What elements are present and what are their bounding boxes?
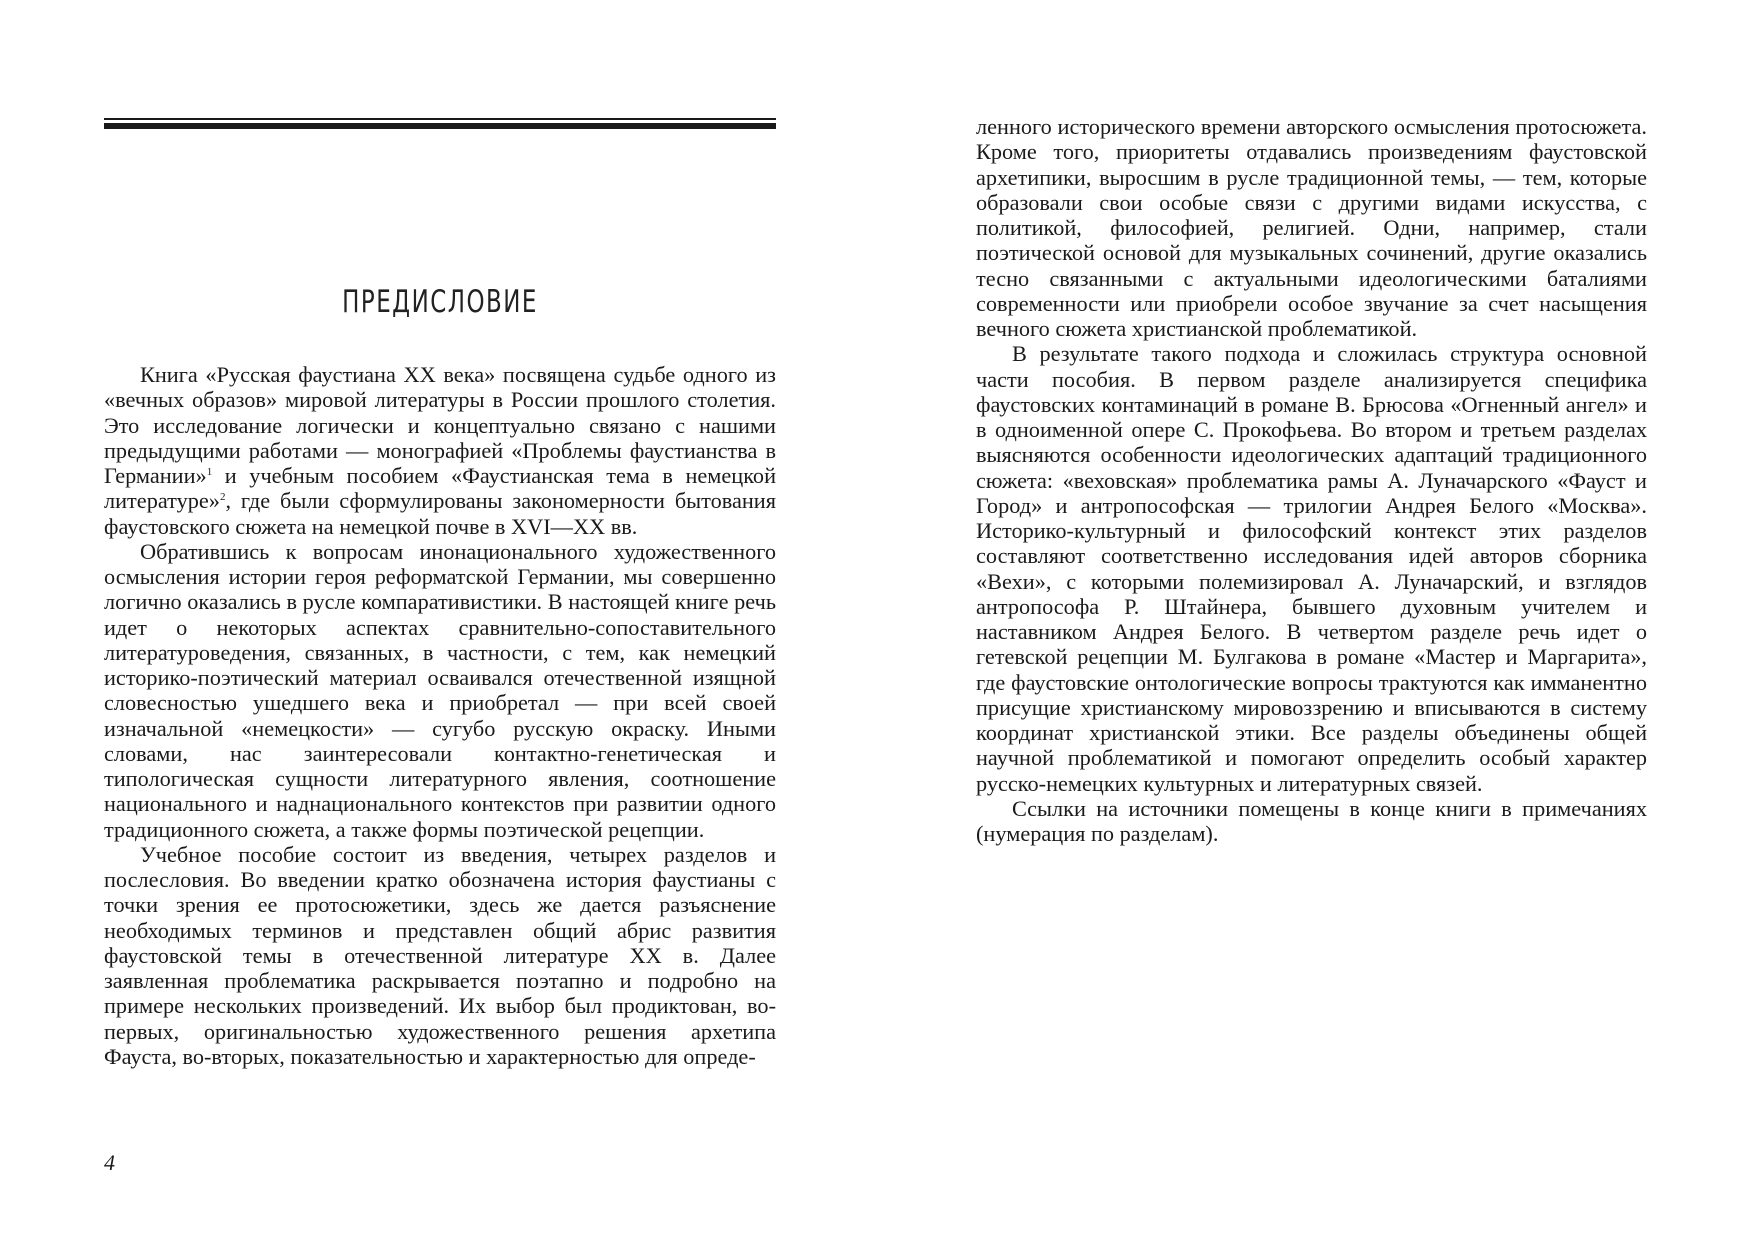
paragraph-text: , где были сформулированы закономерности бытования фаустовского сюжета на немецкой почве в XVI—XX вв. <box>104 488 776 539</box>
footnote-marker: 2 <box>219 491 226 504</box>
left-page <box>0 0 877 1240</box>
paragraph: Обратившись к вопросам инонационального художественного осмысления истории героя реформатской Германии, мы совершенно логично оказались в русле компаративистики. В настоящей книге речь идет о некоторых аспектах сравнительно-сопоставительного литературоведения, связанных, в частности, с тем, как немецкий историко-поэтический материал осваивался отечественной изящной словесностью ушедшего века и приобретал — при всей своей изначальной «немецкости» — сугубо русскую окраску. Иными словами, нас заинтересовали контактно-генетическая и типологическая сущности литературного явления, соотношение национального и наднационального контекстов при развитии одного традиционного сюжета, а также формы поэтической рецепции. <box>104 538 776 842</box>
paragraph: Учебное пособие состоит из введения, четырех разделов и послесловия. Во введении кратко обозначена история фаустианы с точки зрения ее протосюжетики, здесь же дается разъяснение необходимых терминов и представлен общий абрис развития фаустовской темы в отечественной литературе XX в. Далее заявленная проблематика раскрывается поэтапно и подробно на примере нескольких произведений. Их выбор был продиктован, во-первых, оригинальностью художественного решения архетипа Фауста, во-вторых, показательностью и характерностью для опреде- <box>104 841 776 1069</box>
paragraph: В результате такого подхода и сложилась структура основной части пособия. В первом разделе анализируется специфика фаустовских контаминаций в романе В. Брюсова «Огненный ангел» и в одноименной опере С. Прокофьева. Во втором и третьем разделах выясняются особенности идеологических адаптаций традиционного сюжета: «веховская» проблематика рамы А. Луначарского «Фауст и Город» и антропософская — трилогии Андрея Белого «Москва». Историко-культурный и философский контекст этих разделов составляют соответственно исследования идей авторов сборника «Вехи», с которыми полемизировал А. Луначарский, и взглядов антропософа Р. Штайнера, бывшего духовным учителем и наставником Андрея Белого. В четвертом разделе речь идет о гетевской рецепции М. Булгакова в романе «Мастер и Маргарита», где фаустовские онтологические вопросы трактуются как имманентно присущие христианскому мировоззрению и вписываются в систему координат христианской этики. Все разделы объединены общей научной проблематикой и помогают определить особый характер русско-немецких культурных и литературных связей. <box>976 341 1647 796</box>
paragraph-text: и учебным пособием «Фаустианская тема в немецкой литературе» <box>104 463 776 514</box>
paragraph: Ссылки на источники помещены в конце книги в примечаниях (нумерация по разделам). <box>976 795 1647 846</box>
paragraph <box>104 362 776 539</box>
paragraph-text: Книга «Русская фаустиана XX века» посвящена судьбе одного из «вечных образов» мировой литературы в России прошлого столетия. Это исследование логически и концептуально связано с нашими предыдущими работами — монографией «Проблемы фаустианства в Германии» <box>104 362 776 488</box>
left-body-text <box>104 362 776 1069</box>
paragraph-continuation: ленного исторического времени авторского осмысления протосюжета. Кроме того, приоритеты отдавались произведениям фаустовской архетипики, выросшим в русле традиционной темы, — тем, которые образовали свои особые связи с другими видами искусства, с политикой, философией, религией. Одни, например, стали поэтической основой для музыкальных сочинений, другие оказались тесно связанными с актуальными идеологическими баталиями современности или приобрели особое звучание за счет насыщения вечного сюжета христианской проблематикой. <box>976 114 1647 341</box>
chapter-title: ПРЕДИСЛОВИЕ <box>342 284 538 320</box>
header-rule-thin <box>104 118 776 120</box>
header-rule-thick <box>104 123 776 129</box>
page-number: 4 <box>104 1150 115 1175</box>
footnote-marker: 1 <box>206 466 213 478</box>
right-page <box>877 0 1755 1240</box>
right-body-text <box>976 114 1647 846</box>
